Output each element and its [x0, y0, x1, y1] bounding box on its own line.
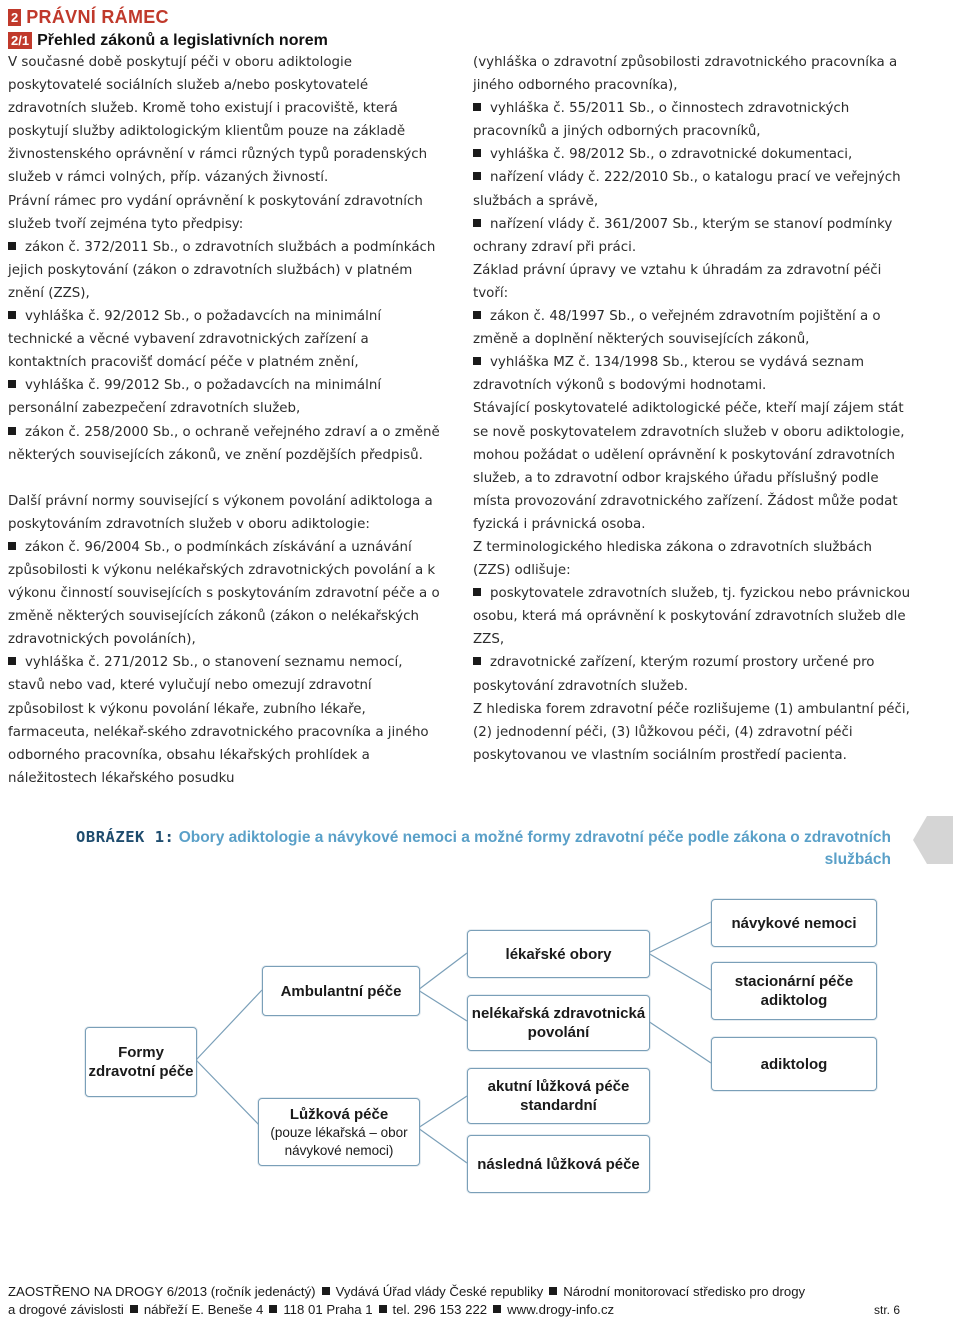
list-item: zákon č. 96/2004 Sb., o podmínkách získávání a uznávání způsobilosti k výkonu nelékařských zdravotnických povolání a k výkonu činností souvisejících s poskytováním zdravotní péče a o změně některých souvisejících zákonů (zákon o nelékařských zdravotnických povoláních), [8, 539, 440, 648]
paragraph: Právní rámec pro vydání oprávnění k poskytování zdravotních služeb tvoří zejména tyto předpisy: [8, 193, 423, 232]
bullet-square-icon [473, 657, 481, 665]
paragraph: Z terminologického hlediska zákona o zdravotních službách (ZZS) odlišuje: [473, 539, 872, 579]
page-number: str. 6 [873, 1303, 900, 1317]
footer-center: Národní monitorovací středisko pro drogy [563, 1284, 806, 1299]
list-item: poskytovatele zdravotních služeb, tj. fyzickou nebo právnickou osobu, která má oprávnění k poskytování zdravotních služeb dle ZZS, [473, 586, 911, 648]
list-item: vyhláška č. 92/2012 Sb., o požadavcích na minimální technické a věcné vybavení zdravotnických zařízení a kontaktních pracovišť domácí péče v platném znění, [8, 309, 382, 371]
bullet-square-icon [473, 588, 481, 596]
footer-street: nábřeží E. Beneše 4 [143, 1302, 264, 1317]
figure-label: OBRÁZEK 1: [76, 828, 175, 846]
node-lekarske-obory: lékařské obory [467, 930, 650, 978]
bullet-square-icon [473, 311, 481, 319]
bullet-square-icon [473, 172, 481, 180]
right-column [473, 51, 913, 767]
footer-publisher: Vydává Úřad vlády České republiky [335, 1284, 544, 1299]
list-item: vyhláška MZ č. 134/1998 Sb., kterou se vydává seznam zdravotních výkonů s bodovými hodnotami. [473, 355, 865, 394]
bullet-square-icon [8, 380, 16, 388]
list-item: vyhláška č. 271/2012 Sb., o stanovení seznamu nemocí, stavů nebo vad, které vylučují nebo omezují zdravotní způsobilost k výkonu povolání lékaře, zubního lékaře, farmaceuta, nelékař-ského zdravotnického pracovníka a jiného odborného pracovníka, obsahu lékařských prohlídek a náležitostech lékařského posudku [8, 655, 429, 786]
list-item: zdravotnické zařízení, kterým rozumí prostory určené pro poskytování zdravotních služeb. [473, 655, 875, 694]
connector-nelekarska-adiktolog [648, 1021, 711, 1063]
footer-journal: ZAOSTŘENO NA DROGY 6/2013 (ročník jedenáctý) [8, 1284, 316, 1299]
section-number-badge: 2 [8, 9, 21, 26]
left-column [8, 51, 440, 790]
footer-separator-icon [549, 1287, 557, 1295]
section-header [8, 7, 328, 51]
paragraph: Další právní normy související s výkonem povolání adiktologa a poskytováním zdravotních služeb v oboru adiktologie: [8, 493, 433, 532]
list-item: zákon č. 258/2000 Sb., o ochraně veřejného zdraví a o změně některých souvisejících zákonů, ve znění pozdějších předpisů. [8, 424, 440, 463]
connector-ambulant-lekarske [418, 953, 467, 990]
connector-lekarske-stacionarni [648, 953, 711, 990]
footer-phone: tel. 296 153 222 [392, 1302, 488, 1317]
bullet-square-icon [473, 149, 481, 157]
node-nasledna-luzkova-pece: následná lůžková péče [467, 1135, 650, 1193]
footer-separator-icon [493, 1305, 501, 1313]
bullet-square-icon [8, 542, 16, 550]
node-akutni-luzkova-pece: akutní lůžková péče standardní [467, 1068, 650, 1124]
bullet-square-icon [8, 657, 16, 665]
list-item: nařízení vlády č. 361/2007 Sb., kterým se stanoví podmínky ochrany zdraví při práci. [473, 216, 893, 255]
section-title: PRÁVNÍ RÁMEC [26, 7, 169, 27]
figure-caption [11, 826, 891, 871]
paragraph: V současné době poskytují péči v oboru adiktologie poskytovatelé sociálních služeb a/nebo poskytovatelé zdravotních služeb. Kromě toho existují i pracoviště, která poskytují služby adiktologickým klientům pouze na základě živnostenského oprávnění v rámci různých typů poradenských služeb v rámci volných, příp. vázaných živností. [8, 55, 428, 186]
footer-separator-icon [269, 1305, 277, 1313]
connector-luzkova-nasledna [418, 1128, 467, 1163]
footer-city: 118 01 Praha 1 [283, 1302, 373, 1317]
node-luzkova-pece: Lůžková péče (pouze lékařská – obor návykové nemoci) [258, 1098, 420, 1166]
list-item: vyhláška č. 99/2012 Sb., o požadavcích na minimální personální zabezpečení zdravotních služeb, [8, 378, 382, 417]
footer-separator-icon [379, 1305, 387, 1313]
bullet-square-icon [8, 311, 16, 319]
paragraph: (vyhláška o zdravotní způsobilosti zdravotnického pracovníka a jiného odborného pracovníka), [473, 55, 898, 94]
arrow-tab-icon [913, 816, 953, 864]
footer-website-link[interactable]: www.drogy-info.cz [507, 1302, 615, 1317]
list-item: zákon č. 372/2011 Sb., o zdravotních službách a podmínkách jejich poskytování (zákon o zdravotních službách) v platném znění (ZZS), [8, 239, 436, 301]
node-adiktolog: adiktolog [711, 1037, 877, 1091]
bullet-square-icon [8, 427, 16, 435]
bullet-square-icon [473, 357, 481, 365]
node-stacionarni-pece: stacionární péče adiktolog [711, 962, 877, 1020]
list-item: vyhláška č. 98/2012 Sb., o zdravotnické dokumentaci, [473, 143, 913, 166]
bullet-square-icon [473, 103, 481, 111]
list-item: vyhláška č. 55/2011 Sb., o činnostech zdravotnických pracovníků a jiných odborných pracovníků, [473, 101, 850, 140]
connector-lekarske-navykove [648, 922, 711, 953]
paragraph: Z hlediska forem zdravotní péče rozlišujeme (1) ambulantní péči, (2) jednodenní péči, (3) lůžkovou péči, (4) zdravotní péči poskytovanou ve vlastním sociálním prostředí pacienta. [473, 701, 910, 763]
list-item: zákon č. 48/1997 Sb., o veřejném zdravotním pojištění a o změně a doplnění některých souvisejících zákonů, [473, 309, 881, 348]
subsection-number-badge: 2/1 [8, 32, 32, 49]
bullet-square-icon [473, 219, 481, 227]
connector-root-ambulant [196, 990, 262, 1060]
footer-separator-icon [130, 1305, 138, 1313]
connector-root-luzkova [196, 1060, 262, 1128]
page-footer: ZAOSTŘENO NA DROGY 6/2013 (ročník jedenáctý) Vydává Úřad vlády České republiky Národní monitorovací středisko pro drogy a drogové závislosti nábřeží E. Beneše 4 118 01 Praha 1 tel. 296 153 222 www.drogy-info.cz str. 6 [8, 1284, 900, 1317]
paragraph: Základ právní úpravy ve vztahu k úhradám za zdravotní péči tvoří: [473, 262, 882, 301]
node-ambulantni-pece: Ambulantní péče [262, 966, 420, 1016]
paragraph: Stávající poskytovatelé adiktologické péče, kteří mají zájem stát se nově poskytovatelem zdravotních služeb v oboru adiktologie, mohou požádat o udělení oprávnění k poskytování zdravotních služeb, a to zdravotní odbor krajského úřadu příslušný podle místa provozování zdravotnického zařízení. Žádost může podat fyzická i právnická osoba. [473, 401, 905, 532]
figure-caption-text: Obory adiktologie a návykové nemoci a možné formy zdravotní péče podle zákona o zdravotních službách [178, 829, 891, 868]
node-formy-pece: Formy zdravotní péče [85, 1027, 197, 1097]
list-item: nařízení vlády č. 222/2010 Sb., o katalogu prací ve veřejných službách a správě, [473, 170, 901, 209]
figure-caption-block [8, 826, 953, 872]
footer-separator-icon [322, 1287, 330, 1295]
node-nelekarska-povolani: nelékařská zdravotnická povolání [467, 995, 650, 1051]
bullet-square-icon [8, 242, 16, 250]
subsection-title: Přehled zákonů a legislativních norem [37, 31, 328, 49]
connector-ambulant-nelekarska [418, 990, 467, 1021]
connector-luzkova-akutni [418, 1096, 467, 1128]
node-navykove-nemoci: návykové nemoci [711, 899, 877, 947]
